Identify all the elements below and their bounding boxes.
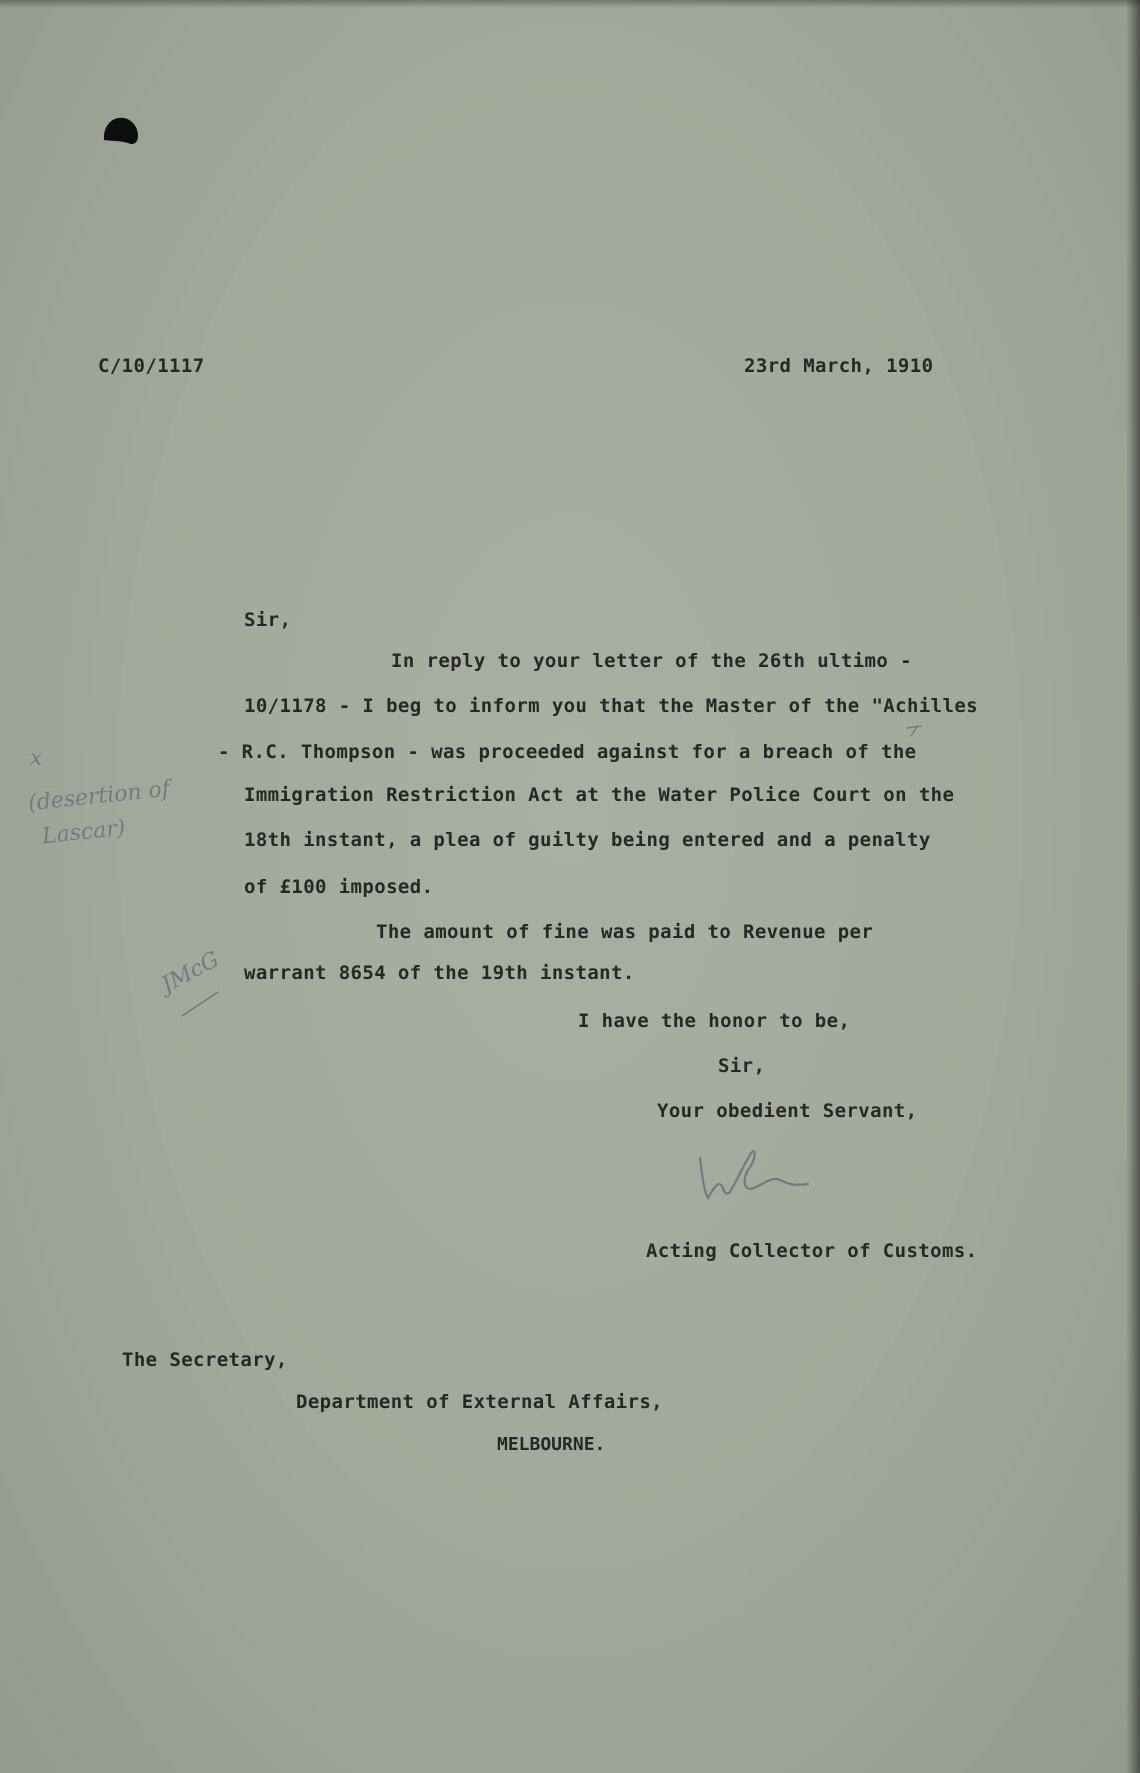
margin-note: Lascar) <box>40 815 127 850</box>
body-line: In reply to your letter of the 26th ultimo - <box>391 650 912 672</box>
addressee-line: MELBOURNE. <box>497 1434 606 1455</box>
punch-hole-icon <box>100 110 142 152</box>
salutation: Sir, <box>244 609 292 631</box>
body-line: Immigration Restriction Act at the Water Police Court on the <box>244 784 955 806</box>
initials: JMcG <box>157 947 224 998</box>
addressee-line: The Secretary, <box>122 1349 288 1371</box>
addressee-line: Department of External Affairs, <box>296 1391 664 1413</box>
body-line: The amount of fine was paid to Revenue per <box>376 921 874 943</box>
signature-title: Acting Collector of Customs. <box>646 1240 978 1262</box>
letter-date: 23rd March, 1910 <box>744 355 934 377</box>
body-line: warrant 8654 of the 19th instant. <box>244 962 635 984</box>
body-line: of £100 imposed. <box>244 876 434 898</box>
margin-mark: x <box>30 746 43 771</box>
initials-stroke-icon <box>180 990 220 1020</box>
margin-note: (desertion of <box>27 776 172 817</box>
body-line: 10/1178 - I beg to inform you that the Master of the "Achilles <box>244 695 979 717</box>
body-line: - R.C. Thompson - was proceeded against for a breach of the <box>218 741 917 763</box>
closing-line: I have the honor to be, <box>578 1010 851 1032</box>
body-line: 18th instant, a plea of guilty being entered and a penalty <box>244 829 931 851</box>
closing-line: Sir, <box>718 1055 766 1077</box>
caret-mark-icon <box>905 724 925 738</box>
closing-line: Your obedient Servant, <box>657 1100 918 1122</box>
top-edge-shadow <box>0 0 1140 8</box>
signature <box>690 1140 820 1210</box>
right-edge-shadow <box>1126 0 1140 1773</box>
reference-number: C/10/1117 <box>98 355 205 377</box>
